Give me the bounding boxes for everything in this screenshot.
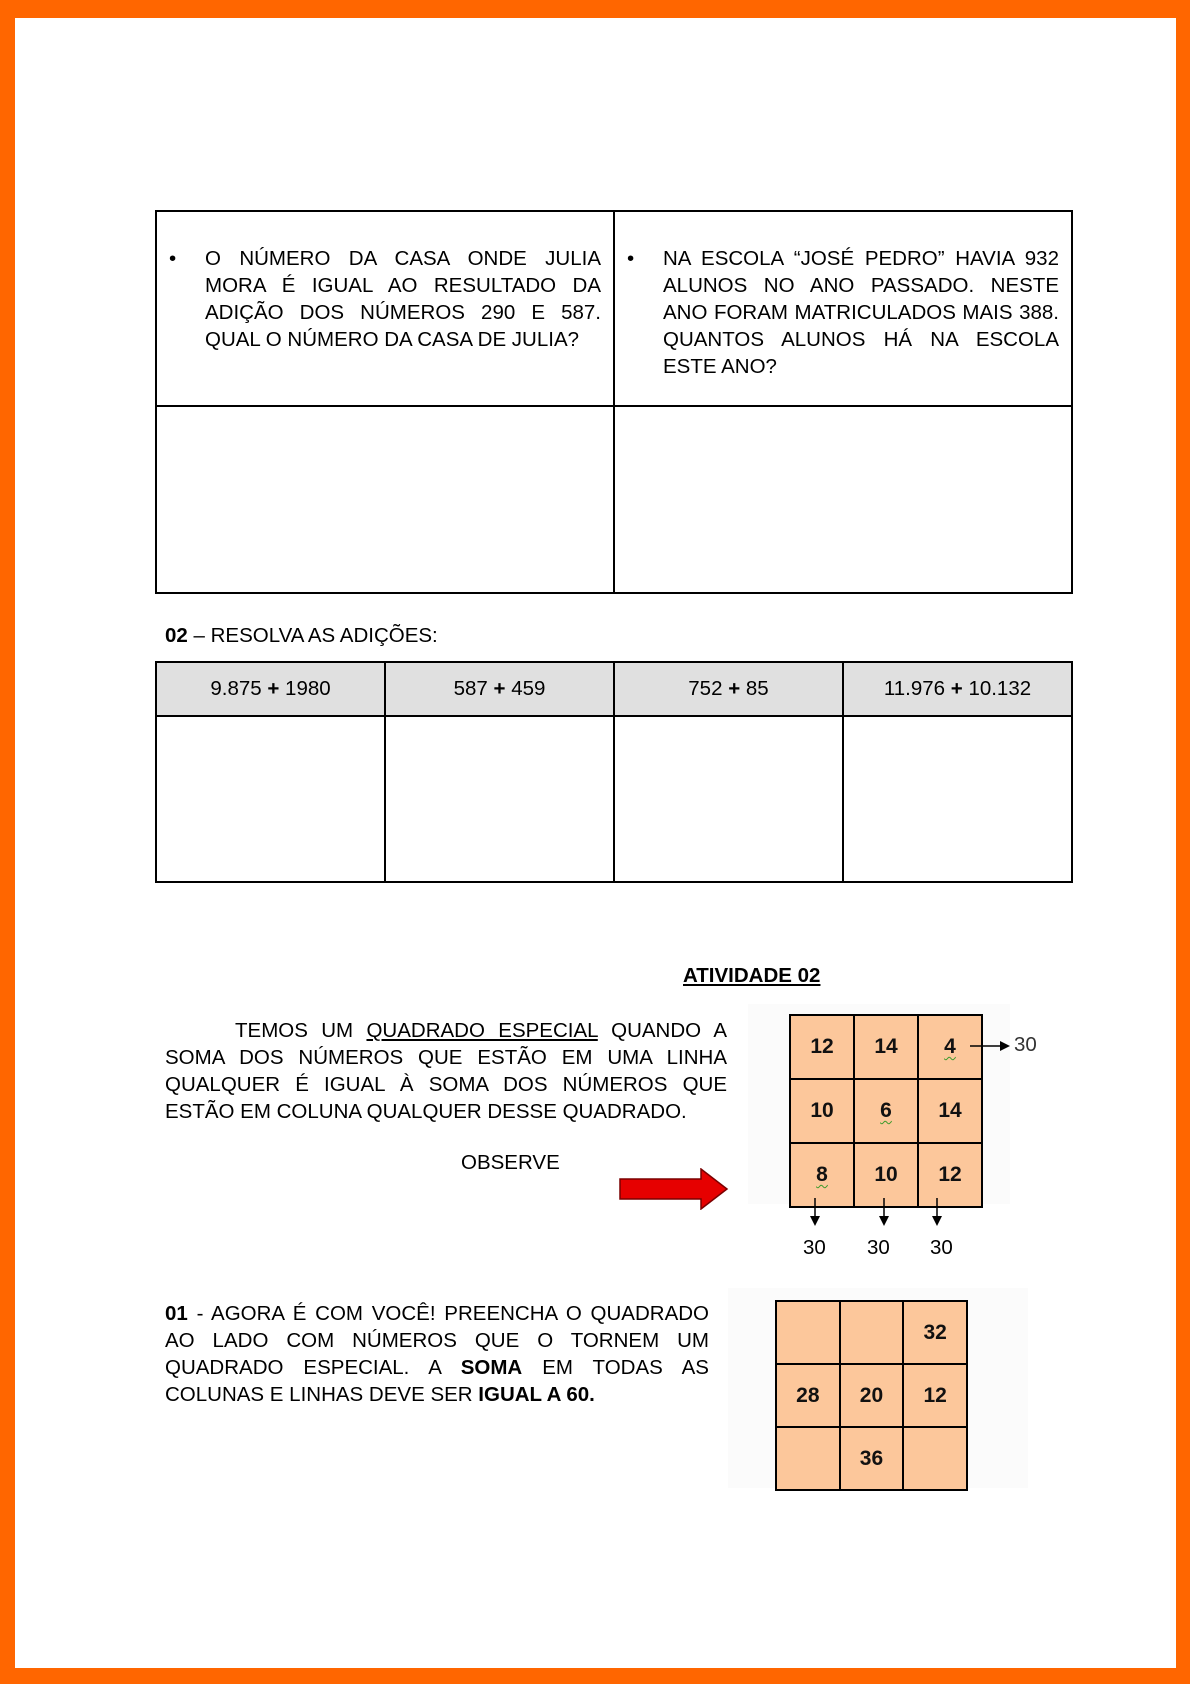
square-cell: 10: [854, 1143, 918, 1207]
addition-header: 752 + 85: [614, 662, 843, 716]
square-cell[interactable]: [776, 1301, 840, 1364]
square-cell[interactable]: [776, 1427, 840, 1490]
square-cell[interactable]: [840, 1301, 904, 1364]
column-sum-label: 30: [803, 1236, 826, 1259]
square-cell: 28: [776, 1364, 840, 1427]
square-cell: 36: [840, 1427, 904, 1490]
word-problems-table: [155, 210, 1073, 594]
square-cell: 14: [918, 1079, 982, 1143]
problem-cell-1: [156, 211, 614, 406]
square-cell: 12: [903, 1364, 967, 1427]
problem-text: NA ESCOLA “JOSÉ PEDRO” HAVIA 932 ALUNOS NO ANO PASSADO. NESTE ANO FORAM MATRICULADOS MAIS 388. QUANTOS ALUNOS HÁ NA ESCOLA ESTE ANO?: [663, 247, 1059, 378]
square-cell: 12: [790, 1015, 854, 1079]
exercise-01-text: 01 - AGORA É COM VOCÊ! PREENCHA O QUADRADO AO LADO COM NÚMEROS QUE O TORNEM UM QUADRADO ESPECIAL. A SOMA EM TODAS AS COLUNAS E LINHAS DEVE SER IGUAL A 60.: [165, 1302, 709, 1406]
square-cell: 10: [790, 1079, 854, 1143]
square-cell: 20: [840, 1364, 904, 1427]
red-arrow-icon: [619, 1168, 729, 1210]
square-cell: 32: [903, 1301, 967, 1364]
intro-paragraph: TEMOS UM QUADRADO ESPECIAL QUANDO A SOMA DOS NÚMEROS QUE ESTÃO EM UMA LINHA QUALQUER É IGUAL À SOMA DOS NÚMEROS QUE ESTÃO EM COLUNA QUALQUER DESSE QUADRADO.: [165, 1019, 727, 1123]
square-cell: 12: [918, 1143, 982, 1207]
square-cell: 14: [854, 1015, 918, 1079]
row-sum-label: 30: [1014, 1033, 1037, 1056]
example-magic-square: [789, 1014, 983, 1208]
answer-box[interactable]: [614, 716, 843, 882]
down-arrows-icon: [809, 1198, 945, 1228]
problem-text: O NÚMERO DA CASA ONDE JULIA MORA É IGUAL AO RESULTADO DA ADIÇÃO DOS NÚMEROS 290 E 587. QUAL O NÚMERO DA CASA DE JULIA?: [205, 247, 601, 351]
column-sum-label: 30: [930, 1236, 953, 1259]
section-02-heading: 02 – RESOLVA AS ADIÇÕES:: [165, 624, 438, 647]
additions-table: [155, 661, 1073, 883]
bullet-icon: •: [627, 247, 635, 270]
answer-box[interactable]: [614, 406, 1072, 593]
square-cell[interactable]: [903, 1427, 967, 1490]
square-cell: 4: [918, 1015, 982, 1079]
addition-header: 9.875 + 1980: [156, 662, 385, 716]
answer-box[interactable]: [156, 716, 385, 882]
addition-header: 11.976 + 10.132: [843, 662, 1072, 716]
activity-title: ATIVIDADE 02: [683, 964, 821, 987]
column-sum-label: 30: [867, 1236, 890, 1259]
exercise-magic-square: [775, 1300, 968, 1491]
square-cell: 8: [790, 1143, 854, 1207]
square-cell: 6: [854, 1079, 918, 1143]
bullet-icon: •: [169, 247, 177, 270]
right-arrow-icon: [970, 1039, 1012, 1053]
problem-cell-2: [614, 211, 1072, 406]
answer-box[interactable]: [156, 406, 614, 593]
answer-box[interactable]: [843, 716, 1072, 882]
addition-header: 587 + 459: [385, 662, 614, 716]
observe-label: OBSERVE: [461, 1151, 560, 1174]
answer-box[interactable]: [385, 716, 614, 882]
